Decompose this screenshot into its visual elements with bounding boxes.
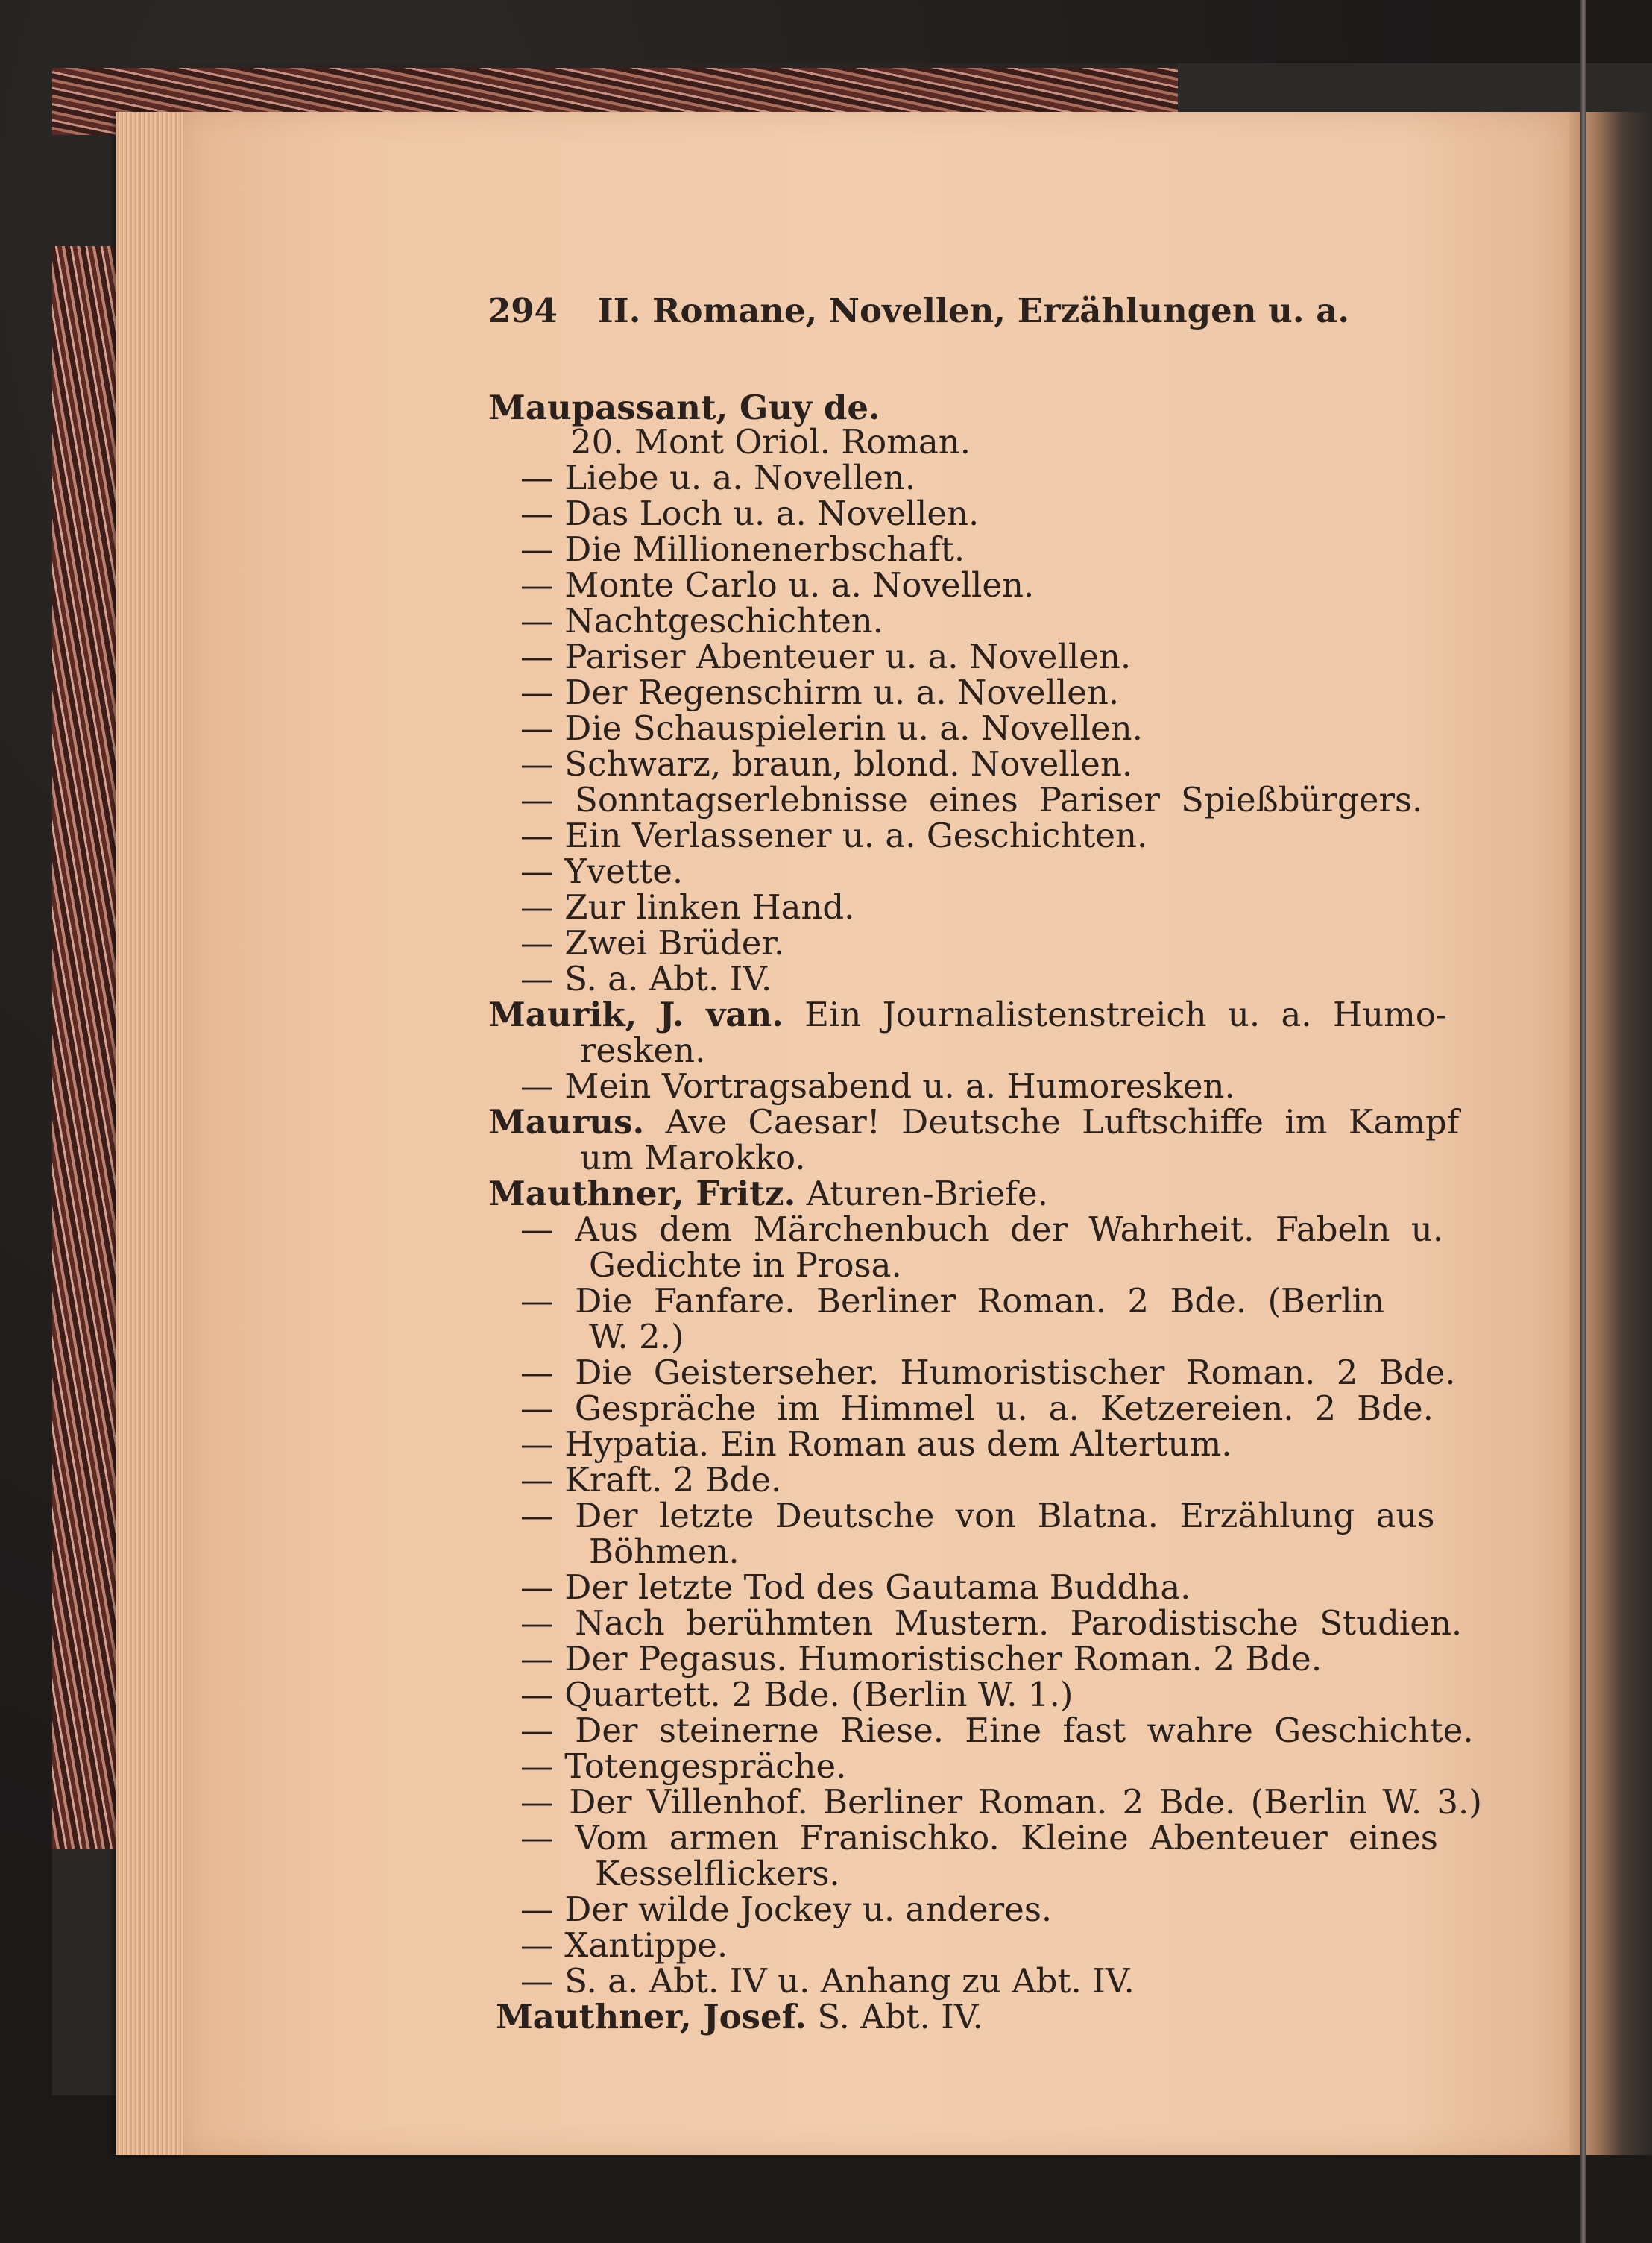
title-entry-line — [580, 1031, 705, 1070]
work-title: — Die Millionenerbschaft. — [520, 529, 965, 569]
title-entry-line — [520, 1639, 1322, 1679]
author-entry-line — [488, 1102, 1459, 1142]
title-entry-line — [520, 959, 772, 998]
title-entry-line — [520, 529, 965, 569]
title-entry-line — [520, 1961, 1135, 2001]
title-entry-line — [520, 1209, 1443, 1249]
title-entry-line — [520, 673, 1119, 712]
work-title: — S. a. Abt. IV u. Anhang zu Abt. IV. — [520, 1961, 1135, 2001]
work-title: — Nach berühmten Mustern. Parodistische Studien. — [520, 1603, 1463, 1643]
work-title: — Pariser Abenteuer u. a. Novellen. — [520, 637, 1132, 676]
author-name: Maupassant, Guy de. — [488, 388, 880, 427]
work-title: W. 2.) — [589, 1317, 684, 1356]
work-title: — Aus dem Märchenbuch der Wahrheit. Fabeln u. — [520, 1209, 1444, 1249]
work-title: — Der letzte Tod des Gautama Buddha. — [520, 1567, 1191, 1607]
title-entry-line — [520, 565, 1034, 605]
author-entry-line — [496, 1997, 983, 2036]
work-title: — Quartett. 2 Bde. (Berlin W. 1.) — [520, 1675, 1074, 1714]
work-title: — Yvette. — [520, 852, 684, 891]
work-title: S. Abt. IV. — [817, 1997, 983, 2036]
work-title: — Zur linken Hand. — [520, 887, 855, 927]
work-title: — Liebe u. a. Novellen. — [520, 458, 916, 497]
work-title: — Xantippe. — [520, 1925, 728, 1965]
title-entry-line — [520, 494, 979, 533]
title-entry-line — [520, 601, 883, 641]
page-header — [488, 291, 1349, 330]
title-entry-line — [520, 637, 1131, 676]
title-entry-line — [580, 1138, 806, 1177]
title-entry-line — [520, 1818, 1438, 1857]
title-entry-line — [520, 1460, 781, 1500]
page-edges — [116, 112, 186, 2155]
work-title: — Gespräche im Himmel u. a. Ketzereien. 2 Bde. — [520, 1388, 1434, 1428]
title-entry-line — [520, 1496, 1435, 1535]
title-entry-line — [520, 1424, 1232, 1464]
work-title: — Nachtgeschichten. — [520, 601, 884, 641]
work-title: — Der wilde Jockey u. anderes. — [520, 1890, 1053, 1929]
work-title: — Ein Verlassener u. a. Geschichten. — [520, 816, 1148, 855]
work-title: — Mein Vortragsabend u. a. Humoresken. — [520, 1066, 1235, 1106]
work-title: — S. a. Abt. IV. — [520, 959, 772, 998]
author-name: Maurik, J. van. — [488, 995, 784, 1034]
title-entry-line — [520, 1925, 728, 1965]
author-name: Maurus. — [488, 1102, 645, 1142]
title-entry-line — [520, 923, 784, 963]
work-title: — Die Schauspielerin u. a. Novellen. — [520, 708, 1143, 748]
title-entry-line — [570, 422, 971, 462]
section-title: II. Romane, Novellen, Erzählungen u. a. — [597, 291, 1350, 330]
title-entry-line — [520, 852, 683, 891]
work-title: — Vom armen Franischko. Kleine Abenteuer eines — [520, 1818, 1438, 1857]
title-entry-line — [520, 1388, 1434, 1428]
work-title: Kesselflickers. — [595, 1854, 840, 1893]
work-title: — Hypatia. Ein Roman aus dem Altertum. — [520, 1424, 1232, 1464]
work-title: 20. Mont Oriol. Roman. — [570, 422, 971, 462]
title-entry-line — [520, 887, 854, 927]
title-entry-line — [520, 1066, 1235, 1106]
title-entry-line — [520, 1353, 1456, 1392]
work-title: Ein Journalistenstreich u. a. Humo- — [804, 995, 1448, 1034]
work-title: — Die Geisterseher. Humoristischer Roman. 2 Bde. — [520, 1353, 1456, 1392]
work-title: — Kraft. 2 Bde. — [520, 1460, 782, 1500]
title-entry-line — [520, 780, 1422, 820]
work-title: — Der Villenhof. Berliner Roman. 2 Bde. (Berlin W. 3.) — [520, 1782, 1482, 1822]
title-entry-line — [520, 1603, 1462, 1643]
title-entry-line — [589, 1532, 740, 1571]
work-title: Aturen-Briefe. — [806, 1174, 1048, 1213]
work-title: — Totengespräche. — [520, 1746, 847, 1786]
title-entry-line — [589, 1317, 684, 1356]
work-title: Gedichte in Prosa. — [589, 1245, 902, 1285]
work-title: — Das Loch u. a. Novellen. — [520, 494, 980, 533]
work-title: — Sonntagserlebnisse eines Pariser Spießbürgers. — [520, 780, 1423, 820]
marbled-cover-left — [52, 246, 119, 1849]
title-entry-line — [589, 1245, 902, 1285]
scanner-edge-line — [1580, 0, 1586, 2243]
work-title: um Marokko. — [580, 1138, 806, 1177]
cover-left-lower — [52, 1849, 119, 2095]
work-title: — Schwarz, braun, blond. Novellen. — [520, 744, 1133, 784]
title-entry-line — [520, 1675, 1073, 1714]
work-title: resken. — [580, 1031, 706, 1070]
title-entry-line — [520, 458, 915, 497]
title-entry-line — [520, 1782, 1482, 1822]
work-title: Böhmen. — [589, 1532, 740, 1571]
work-title: — Der Pegasus. Humoristischer Roman. 2 Bde. — [520, 1639, 1322, 1679]
title-entry-line — [520, 1746, 846, 1786]
work-title: — Monte Carlo u. a. Novellen. — [520, 565, 1035, 605]
work-title: — Der Regenschirm u. a. Novellen. — [520, 673, 1120, 712]
title-entry-line — [520, 1890, 1052, 1929]
author-entry-line — [488, 995, 1447, 1034]
work-title: — Der letzte Deutsche von Blatna. Erzählung aus — [520, 1496, 1435, 1535]
title-entry-line — [520, 816, 1147, 855]
title-entry-line — [520, 744, 1132, 784]
work-title: Ave Caesar! Deutsche Luftschiffe im Kampf — [665, 1102, 1460, 1142]
title-entry-line — [595, 1854, 840, 1893]
title-entry-line — [520, 1567, 1191, 1607]
work-title: — Die Fanfare. Berliner Roman. 2 Bde. (Berlin — [520, 1281, 1384, 1321]
author-entry-line — [488, 1174, 1048, 1213]
title-entry-line — [520, 708, 1143, 748]
author-name: Mauthner, Fritz. — [488, 1174, 796, 1213]
work-title: — Der steinerne Riese. Eine fast wahre Geschichte. — [520, 1711, 1474, 1750]
work-title: — Zwei Brüder. — [520, 923, 785, 963]
title-entry-line — [520, 1281, 1384, 1321]
title-entry-line — [520, 1711, 1474, 1750]
page-number: 294 — [488, 291, 558, 330]
author-name: Mauthner, Josef. — [496, 1997, 807, 2036]
